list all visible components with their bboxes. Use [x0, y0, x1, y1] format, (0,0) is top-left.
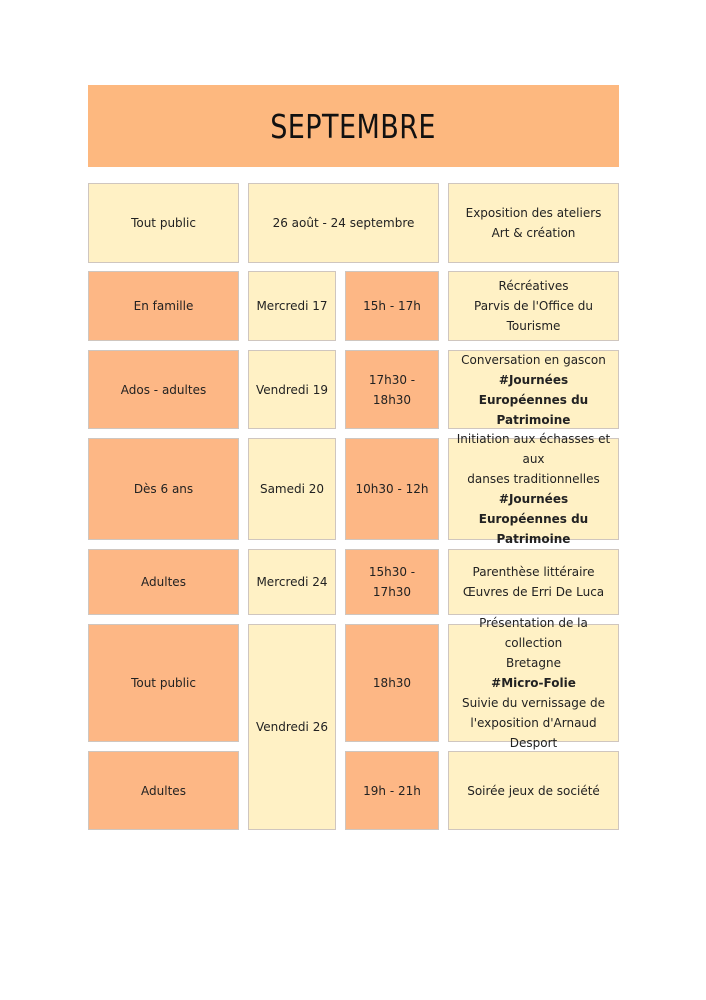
audience-label: En famille [133, 299, 194, 313]
day-label: Mercredi 17 [256, 299, 328, 313]
audience-cell [88, 271, 239, 341]
event-line: Soirée jeux de société [467, 783, 600, 798]
day-label: Samedi 20 [259, 482, 325, 496]
date-range-cell [248, 183, 439, 263]
event-line: Bretagne [506, 656, 561, 670]
time-cell [345, 350, 439, 429]
audience-label: Tout public [131, 676, 196, 690]
audience-label: Adultes [141, 575, 186, 589]
day-label: Mercredi 24 [256, 575, 328, 589]
audience-cell [88, 751, 239, 830]
event-line: Suivie du vernissage de [461, 696, 606, 710]
time-label: 18h30 [372, 676, 412, 690]
time-cell [345, 271, 439, 341]
event-line: Exposition des ateliers [465, 206, 602, 220]
event-line: Conversation en gascon [461, 352, 606, 367]
event-line: Initiation aux échasses et aux [456, 432, 611, 466]
audience-cell [88, 549, 239, 615]
event-hashtag: #Journées Européennes du [478, 492, 589, 526]
day-label: Vendredi 26 [256, 720, 328, 734]
audience-label: Tout public [131, 216, 196, 230]
time-cell [345, 549, 439, 615]
event-cell [448, 350, 619, 429]
day-cell [248, 271, 336, 341]
audience-cell [88, 624, 239, 742]
time-cell [345, 624, 439, 742]
event-cell [448, 616, 619, 750]
time-label: 15h30 - 17h30 [368, 565, 416, 599]
audience-label: Dès 6 ans [133, 482, 194, 496]
audience-cell [88, 183, 239, 263]
audience-label: Ados - adultes [120, 382, 207, 397]
event-cell [448, 271, 619, 341]
event-cell [448, 183, 619, 263]
day-label: Vendredi 19 [256, 382, 328, 397]
audience-cell [88, 350, 239, 429]
event-hashtag: #Micro-Folie [491, 676, 576, 690]
event-cell [448, 751, 619, 830]
event-line: Parvis de l'Office du Tourisme [474, 299, 593, 333]
time-label: 10h30 - 12h [355, 482, 429, 496]
audience-label: Adultes [141, 783, 186, 798]
time-label: 19h - 21h [363, 783, 421, 798]
month-title: SEPTEMBRE [270, 106, 437, 146]
event-line: Parenthèse littéraire [472, 565, 595, 579]
event-line: l'exposition d'Arnaud Desport [470, 716, 597, 750]
month-banner [88, 85, 619, 167]
day-cell-merged [248, 624, 336, 830]
day-cell [248, 350, 336, 429]
event-cell [448, 549, 619, 615]
event-hashtag: Patrimoine [496, 412, 571, 427]
date-range-label: 26 août - 24 septembre [272, 216, 415, 230]
event-hashtag: Patrimoine [496, 532, 571, 546]
event-hashtag: #Journées Européennes du [478, 372, 589, 407]
event-line: Art & création [491, 226, 576, 240]
event-line: Œuvres de Erri De Luca [462, 585, 605, 599]
time-label: 15h - 17h [363, 299, 421, 313]
day-cell [248, 438, 336, 540]
event-line: danses traditionnelles [467, 472, 600, 486]
time-cell [345, 438, 439, 540]
event-line: Récréatives [498, 279, 569, 293]
audience-cell [88, 438, 239, 540]
time-cell [345, 751, 439, 830]
time-label: 17h30 - 18h30 [368, 372, 416, 407]
event-cell [448, 432, 619, 546]
event-line: Présentation de la collection [479, 616, 588, 650]
day-cell [248, 549, 336, 615]
